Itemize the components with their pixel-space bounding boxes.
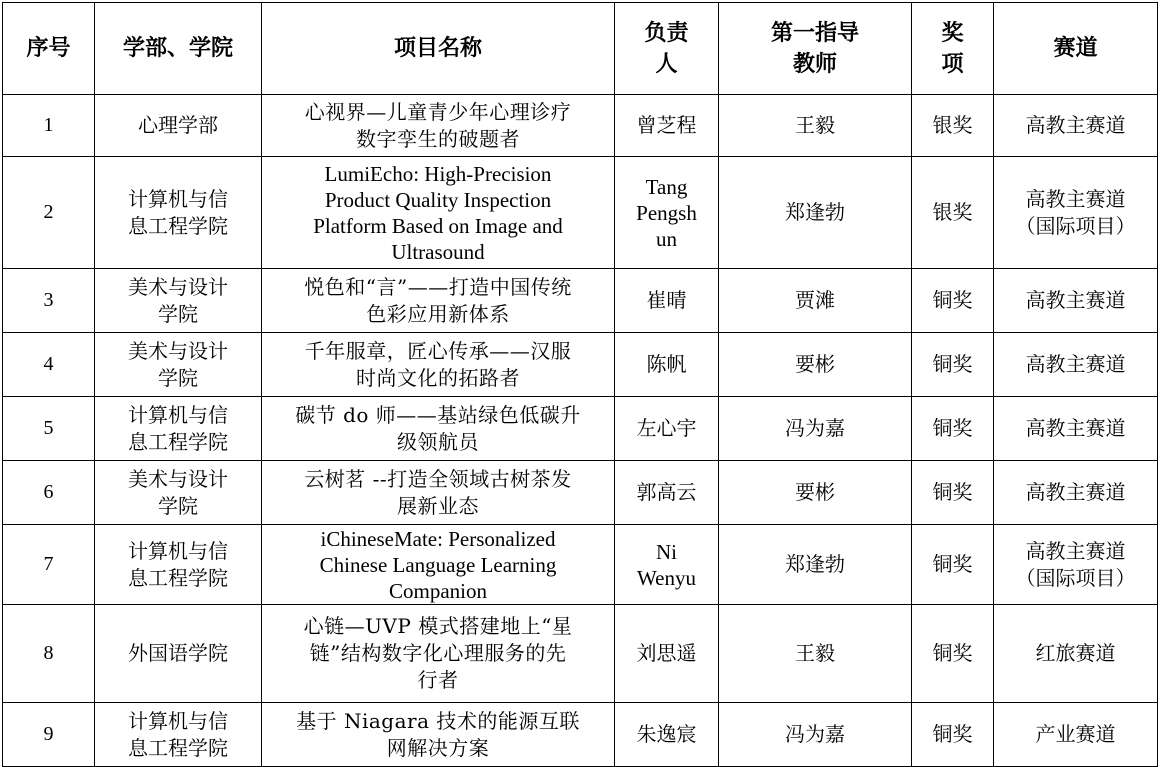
row-number: 5 bbox=[43, 417, 54, 439]
cell-no bbox=[3, 333, 95, 397]
department-line: 美术与设计 bbox=[128, 338, 228, 363]
cell-project bbox=[262, 525, 615, 605]
project-line: 数字孪生的破题者 bbox=[356, 126, 520, 151]
track-line: 高教主赛道 bbox=[1025, 288, 1126, 312]
cell-department bbox=[95, 605, 262, 703]
cell-no bbox=[3, 95, 95, 157]
advisor-name: 冯为嘉 bbox=[785, 416, 845, 440]
awards-table bbox=[2, 2, 1158, 767]
leader-line: Tang bbox=[645, 174, 688, 199]
project-line: 悦色和“言”——打造中国传统 bbox=[304, 274, 572, 299]
cell-track bbox=[994, 461, 1158, 525]
leader-line: Pengsh bbox=[636, 200, 697, 225]
row-number: 9 bbox=[43, 723, 54, 745]
track-line: 高教主赛道 bbox=[1025, 352, 1126, 376]
table-header-row bbox=[3, 3, 1158, 95]
cell-advisor bbox=[719, 269, 912, 333]
advisor-name: 冯为嘉 bbox=[785, 722, 845, 746]
award-value: 银奖 bbox=[932, 200, 973, 224]
cell-leader bbox=[615, 605, 719, 703]
cell-no bbox=[3, 525, 95, 605]
project-line: Companion bbox=[389, 578, 487, 603]
track-line: 红旅赛道 bbox=[1035, 641, 1116, 665]
cell-advisor bbox=[719, 157, 912, 269]
cell-project bbox=[262, 703, 615, 767]
header-leader bbox=[615, 3, 719, 95]
cell-award bbox=[912, 525, 994, 605]
cell-award bbox=[912, 269, 994, 333]
row-number: 8 bbox=[43, 642, 54, 664]
project-line: 行者 bbox=[417, 668, 459, 692]
row-number: 7 bbox=[43, 553, 54, 575]
cell-department bbox=[95, 333, 262, 397]
project-line: 云树茗 --打造全领域古树茶发 bbox=[304, 466, 572, 491]
cell-award bbox=[912, 703, 994, 767]
department-line: 学院 bbox=[158, 301, 198, 326]
track-line: 高教主赛道 bbox=[1025, 538, 1126, 563]
project-line: 展新业态 bbox=[397, 493, 479, 518]
department-line: 息工程学院 bbox=[128, 565, 228, 590]
header-project: 项目名称 bbox=[262, 3, 615, 95]
advisor-name: 王毅 bbox=[795, 113, 835, 137]
cell-project bbox=[262, 157, 615, 269]
track-line: 高教主赛道 bbox=[1025, 480, 1126, 504]
project-line: 心链—UVP 模式搭建地上“星 bbox=[303, 614, 573, 638]
award-value: 铜奖 bbox=[932, 416, 973, 440]
row-number: 4 bbox=[43, 353, 54, 375]
cell-leader bbox=[615, 269, 719, 333]
leader-line: un bbox=[656, 226, 677, 251]
cell-award bbox=[912, 95, 994, 157]
leader-line: 崔晴 bbox=[646, 288, 687, 312]
department-line: 心理学部 bbox=[138, 113, 218, 137]
advisor-name: 王毅 bbox=[795, 641, 835, 665]
cell-advisor bbox=[719, 333, 912, 397]
cell-advisor bbox=[719, 95, 912, 157]
cell-department bbox=[95, 157, 262, 269]
cell-no bbox=[3, 269, 95, 333]
project-line: 千年服章，匠心传承——汉服 bbox=[304, 338, 572, 363]
cell-track bbox=[994, 525, 1158, 605]
track-line: 高教主赛道 bbox=[1025, 186, 1126, 211]
award-value: 铜奖 bbox=[932, 288, 973, 312]
cell-project bbox=[262, 461, 615, 525]
department-line: 息工程学院 bbox=[128, 429, 228, 454]
cell-project bbox=[262, 605, 615, 703]
department-line: 美术与设计 bbox=[128, 274, 228, 299]
project-line: 网解决方案 bbox=[386, 735, 490, 760]
header-advisor-line: 教师 bbox=[792, 51, 837, 77]
cell-department bbox=[95, 95, 262, 157]
leader-line: 曾芝程 bbox=[636, 113, 697, 137]
table-row bbox=[3, 703, 1158, 767]
track-line: 高教主赛道 bbox=[1025, 113, 1126, 137]
header-advisor bbox=[719, 3, 912, 95]
cell-track bbox=[994, 333, 1158, 397]
header-track: 赛道 bbox=[994, 3, 1158, 95]
cell-no bbox=[3, 703, 95, 767]
cell-award bbox=[912, 397, 994, 461]
advisor-name: 要彬 bbox=[795, 480, 835, 504]
department-line: 息工程学院 bbox=[128, 735, 228, 760]
department-line: 息工程学院 bbox=[128, 213, 228, 238]
cell-project bbox=[262, 397, 615, 461]
cell-track bbox=[994, 703, 1158, 767]
cell-advisor bbox=[719, 525, 912, 605]
track-line: 产业赛道 bbox=[1035, 722, 1116, 746]
cell-track bbox=[994, 397, 1158, 461]
project-line: Platform Based on Image and bbox=[313, 213, 563, 238]
leader-line: 左心宇 bbox=[636, 416, 697, 440]
project-line: 时尚文化的拓路者 bbox=[356, 365, 520, 390]
leader-line: 朱逸宸 bbox=[636, 722, 697, 746]
cell-leader bbox=[615, 525, 719, 605]
project-line: 色彩应用新体系 bbox=[366, 301, 510, 326]
cell-project bbox=[262, 95, 615, 157]
advisor-name: 贾滩 bbox=[795, 288, 835, 312]
project-line: Product Quality Inspection bbox=[324, 187, 552, 212]
row-number: 6 bbox=[43, 481, 54, 503]
cell-department bbox=[95, 461, 262, 525]
cell-project bbox=[262, 269, 615, 333]
project-line: iChineseMate: Personalized bbox=[320, 526, 556, 551]
project-line: LumiEcho: High-Precision bbox=[324, 161, 552, 186]
header-no: 序号 bbox=[3, 3, 95, 95]
cell-no bbox=[3, 157, 95, 269]
table-row bbox=[3, 525, 1158, 605]
award-value: 铜奖 bbox=[932, 352, 973, 376]
cell-department bbox=[95, 525, 262, 605]
leader-line: Wenyu bbox=[637, 565, 696, 590]
department-line: 计算机与信 bbox=[128, 402, 228, 427]
header-leader-line: 负责 bbox=[644, 20, 689, 46]
header-department: 学部、学院 bbox=[95, 3, 262, 95]
advisor-name: 郑逢勃 bbox=[785, 200, 845, 224]
track-line: （国际项目） bbox=[1015, 565, 1136, 590]
header-award bbox=[912, 3, 994, 95]
cell-award bbox=[912, 333, 994, 397]
department-line: 外国语学院 bbox=[128, 641, 228, 665]
table-row bbox=[3, 333, 1158, 397]
cell-leader bbox=[615, 333, 719, 397]
cell-leader bbox=[615, 95, 719, 157]
cell-award bbox=[912, 605, 994, 703]
cell-advisor bbox=[719, 605, 912, 703]
cell-award bbox=[912, 157, 994, 269]
header-award-line: 奖 bbox=[941, 20, 964, 46]
leader-line: 刘思遥 bbox=[636, 641, 697, 665]
cell-track bbox=[994, 157, 1158, 269]
project-line: Chinese Language Learning bbox=[319, 552, 557, 577]
award-value: 银奖 bbox=[932, 113, 973, 137]
table-row bbox=[3, 605, 1158, 703]
table-row bbox=[3, 95, 1158, 157]
cell-leader bbox=[615, 397, 719, 461]
cell-leader bbox=[615, 461, 719, 525]
award-value: 铜奖 bbox=[932, 641, 973, 665]
cell-project bbox=[262, 333, 615, 397]
cell-leader bbox=[615, 157, 719, 269]
department-line: 学院 bbox=[158, 493, 198, 518]
department-line: 美术与设计 bbox=[128, 466, 228, 491]
department-line: 学院 bbox=[158, 365, 198, 390]
header-leader-line: 人 bbox=[655, 51, 678, 77]
table-body bbox=[3, 95, 1158, 767]
leader-line: 陈帆 bbox=[646, 352, 687, 376]
department-line: 计算机与信 bbox=[128, 538, 228, 563]
cell-advisor bbox=[719, 461, 912, 525]
award-value: 铜奖 bbox=[932, 722, 973, 746]
award-value: 铜奖 bbox=[932, 480, 973, 504]
department-line: 计算机与信 bbox=[128, 708, 228, 733]
header-advisor-line: 第一指导 bbox=[770, 20, 859, 46]
project-line: 级领航员 bbox=[397, 429, 479, 454]
cell-no bbox=[3, 397, 95, 461]
project-line: 心视界—儿童青少年心理诊疗 bbox=[304, 99, 572, 124]
cell-track bbox=[994, 269, 1158, 333]
row-number: 2 bbox=[43, 201, 54, 223]
leader-line: 郭高云 bbox=[636, 480, 697, 504]
row-number: 3 bbox=[43, 289, 54, 311]
project-line: 链”结构数字化心理服务的先 bbox=[309, 641, 567, 665]
award-value: 铜奖 bbox=[932, 552, 973, 576]
project-line: 碳节 do 师——基站绿色低碳升 bbox=[295, 402, 581, 427]
cell-department bbox=[95, 269, 262, 333]
advisor-name: 要彬 bbox=[795, 352, 835, 376]
table-row bbox=[3, 397, 1158, 461]
cell-department bbox=[95, 397, 262, 461]
cell-no bbox=[3, 605, 95, 703]
department-line: 计算机与信 bbox=[128, 186, 228, 211]
cell-department bbox=[95, 703, 262, 767]
leader-line: Ni bbox=[656, 539, 677, 564]
cell-award bbox=[912, 461, 994, 525]
cell-no bbox=[3, 461, 95, 525]
table-row bbox=[3, 157, 1158, 269]
cell-advisor bbox=[719, 703, 912, 767]
row-number: 1 bbox=[43, 114, 54, 136]
project-line: 基于 Niagara 技术的能源互联 bbox=[296, 708, 580, 733]
cell-leader bbox=[615, 703, 719, 767]
track-line: （国际项目） bbox=[1015, 213, 1136, 238]
table-row bbox=[3, 461, 1158, 525]
cell-advisor bbox=[719, 397, 912, 461]
cell-track bbox=[994, 95, 1158, 157]
header-award-line: 项 bbox=[941, 51, 964, 77]
track-line: 高教主赛道 bbox=[1025, 416, 1126, 440]
table-row bbox=[3, 269, 1158, 333]
cell-track bbox=[994, 605, 1158, 703]
project-line: Ultrasound bbox=[391, 239, 485, 264]
advisor-name: 郑逢勃 bbox=[785, 552, 845, 576]
